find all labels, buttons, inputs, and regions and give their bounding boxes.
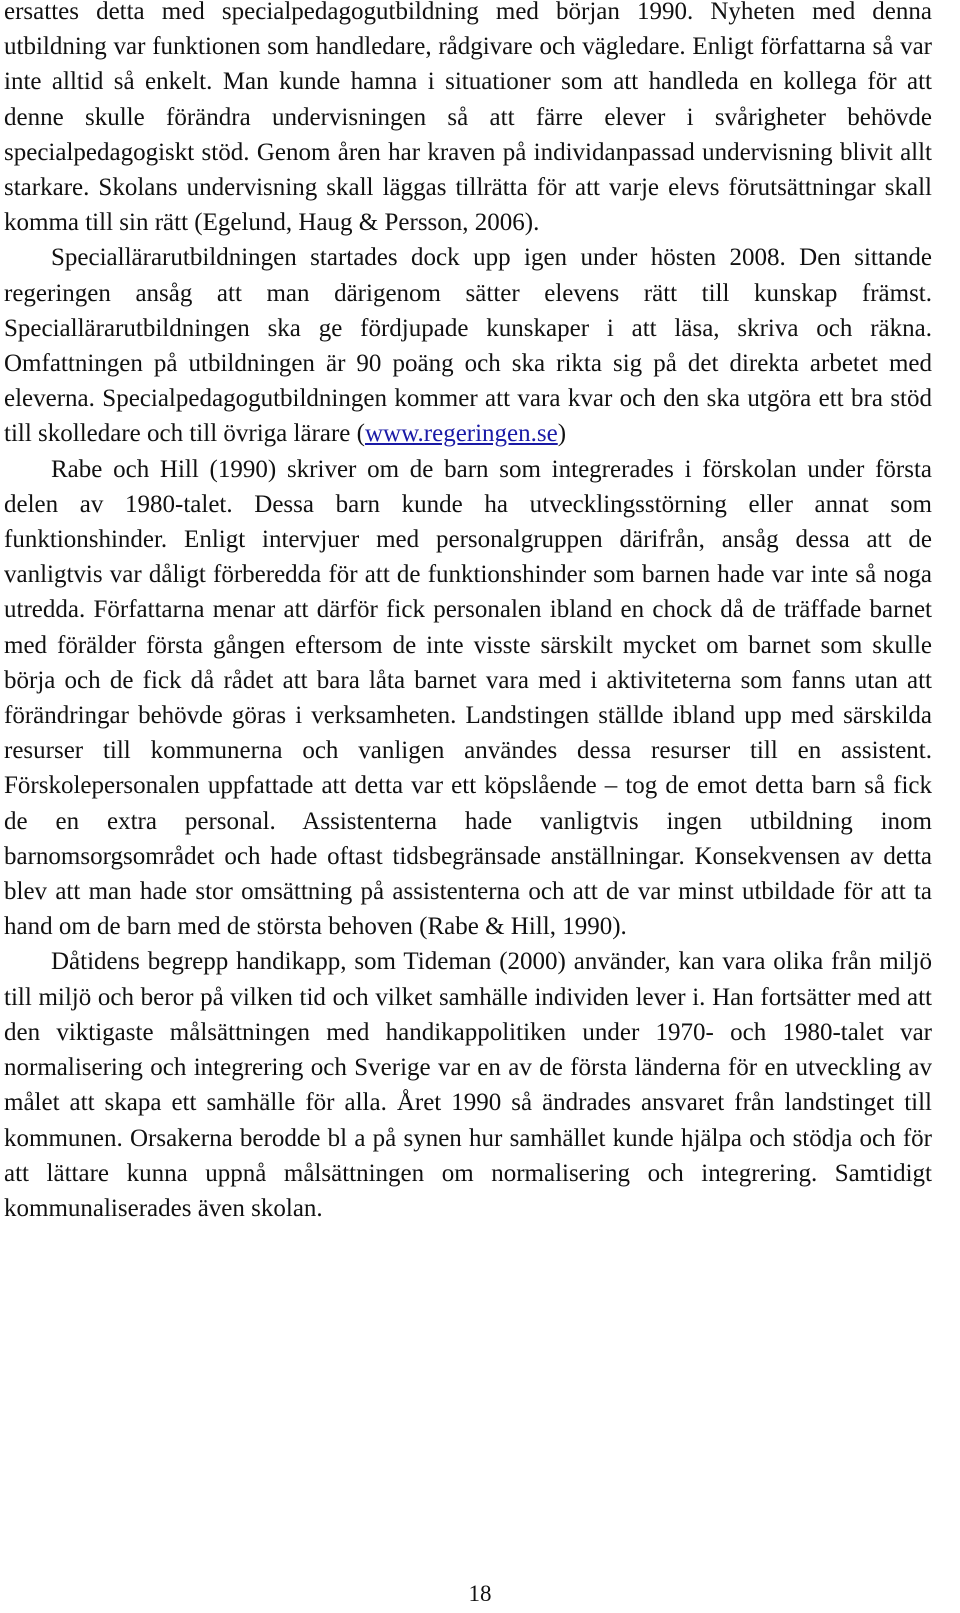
paragraph-speciallarare: [4, 240, 932, 451]
paragraph-speciallarare-closing: ): [557, 420, 567, 448]
page-number: 18: [468, 1581, 492, 1606]
paragraph-speciallarare-text: Speciallärarutbildningen startades dock upp igen under hösten 2008. Den sittande regeringen ansåg att man därigenom sätter elevens rätt till kunskap främst. Speciallärarutbildningen ska ge fördjupade kunskaper i att läsa, skriva och räkna. Omfattningen på utbildningen är 90 poäng och ska rikta sig på det direkta arbetet med eleverna. Specialpedagogutbildningen kommer att vara kvar och den ska utgöra ett bra stöd till skolledare och till övriga lärare (: [4, 244, 932, 448]
regeringen-link[interactable]: www.regeringen.se: [364, 420, 558, 448]
paragraph-specialpedagog: ersattes detta med specialpedagogutbildning med början 1990. Nyheten med denna utbildning var funktionen som handledare, rådgivare och vägledare. Enligt författarna så var inte alltid så enkelt. Man kunde hamna i situationer som att handleda en kollega för att denne skulle förändra undervisningen så att färre elever i svårigheter behövde specialpedagogiskt stöd. Genom åren har kraven på individanpassad undervisning blivit allt starkare. Skolans undervisning skall läggas tillrätta för att varje elevs förutsättningar skall komma till sin rätt (Egelund, Haug & Persson, 2006).: [4, 0, 932, 237]
paragraph-rabe-hill: Rabe och Hill (1990) skriver om de barn som integrerades i förskolan under första delen av 1980-talet. Dessa barn kunde ha utvecklingsstörning eller annat som funktionshinder. Enligt intervjuer med personalgruppen därifrån, ansåg dessa att de vanligtvis var dåligt förberedda för att de funktionshinder som barnen hade var inte så noga utredda. Författarna menar att därför fick personalen ibland en chock då de träffade barnet med förälder första gången eftersom de inte visste särskilt mycket om barnet som skulle börja och de fick då rådet att bara låta barnet vara med i aktiviteterna som fanns utan att förändringar behövde göras i verksamheten. Landstingen ställde ibland upp med särskilda resurser till kommunerna och vanligen användes dessa resurser till en assistent. Förskolepersonalen uppfattade att detta var ett köpslående – tog de emot detta barn så fick de en extra personal. Assistenterna hade vanligtvis ingen utbildning inom barnomsorgsområdet och hade oftast tidsbegränsade anställningar. Konsekvensen av detta blev att man hade stor omsättning på assistenterna och att de var minst utbildade för att ta hand om de barn med de största behoven (Rabe & Hill, 1990).: [4, 455, 932, 941]
document-page: [4, 0, 932, 1226]
paragraph-tideman: Dåtidens begrepp handikapp, som Tideman (2000) använder, kan vara olika från miljö till miljö och beror på vilken tid och vilket samhälle individen lever i. Han fortsätter med att den viktigaste målsättningen med handikappolitiken under 1970- och 1980-talet var normalisering och integrering och Sverige var en av de första länderna för en utveckling av målet att skapa ett samhälle för alla. Året 1990 så ändrades ansvaret från landstinget till kommunen. Orsakerna berodde bl a på synen hur samhället kunde hjälpa och stödja och för att lättare kunna uppnå målsättningen om normalisering och integrering. Samtidigt kommunaliserades även skolan.: [4, 948, 932, 1222]
